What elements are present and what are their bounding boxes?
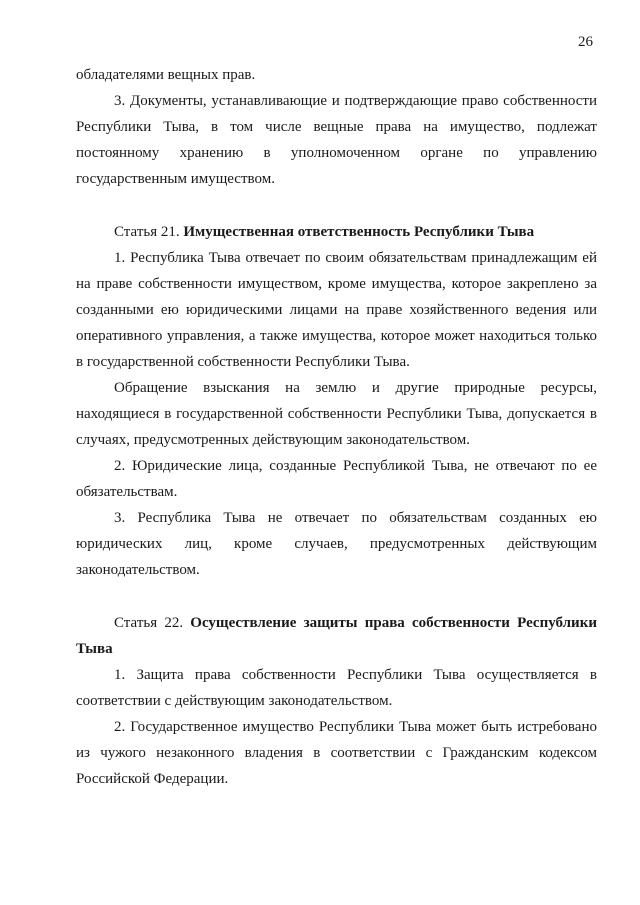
document-body	[76, 62, 597, 792]
paragraph: 3. Республика Тыва не отвечает по обязательствам созданных ею юридических лиц, кроме случаев, предусмотренных действующим законодательством.	[76, 510, 597, 578]
article-number: Статья 21.	[114, 224, 180, 240]
paragraph: 2. Государственное имущество Республики Тыва может быть истребовано из чужого незаконного владения в соответствии с Гражданским кодексом Российской Федерации.	[76, 719, 597, 787]
spacer	[76, 192, 597, 219]
paragraph: 3. Документы, устанавливающие и подтверждающие право собственности Республики Тыва, в том числе вещные права на имущество, подлежат постоянному хранению в уполномоченном органе по управлению государственным имуществом.	[76, 93, 597, 187]
page-number: 26	[578, 34, 593, 50]
spacer	[76, 583, 597, 610]
article-22-heading	[76, 610, 597, 662]
paragraph: обладателями вещных прав.	[76, 67, 256, 83]
article-title: Имущественная ответственность Республики Тыва	[183, 224, 535, 240]
article-21-heading	[76, 219, 597, 245]
paragraph: Обращение взыскания на землю и другие природные ресурсы, находящиеся в государственной собственности Республики Тыва, допускается в случаях, предусмотренных действующим законодательством.	[76, 380, 597, 448]
paragraph: 1. Защита права собственности Республики Тыва осуществляется в соответствии с действующим законодательством.	[76, 667, 597, 709]
article-title: Осуществление защиты права собственности Республики Тыва	[76, 615, 597, 657]
paragraph: 2. Юридические лица, созданные Республикой Тыва, не отвечают по ее обязательствам.	[76, 458, 597, 500]
article-number: Статья 22.	[114, 615, 184, 631]
paragraph: 1. Республика Тыва отвечает по своим обязательствам принадлежащим ей на праве собственности имуществом, кроме имущества, которое закреплено за созданными ею юридическими лицами на праве хозяйственного ведения или оперативного управления, а также имущества, которое может находиться только в государственной собственности Республики Тыва.	[76, 250, 597, 370]
